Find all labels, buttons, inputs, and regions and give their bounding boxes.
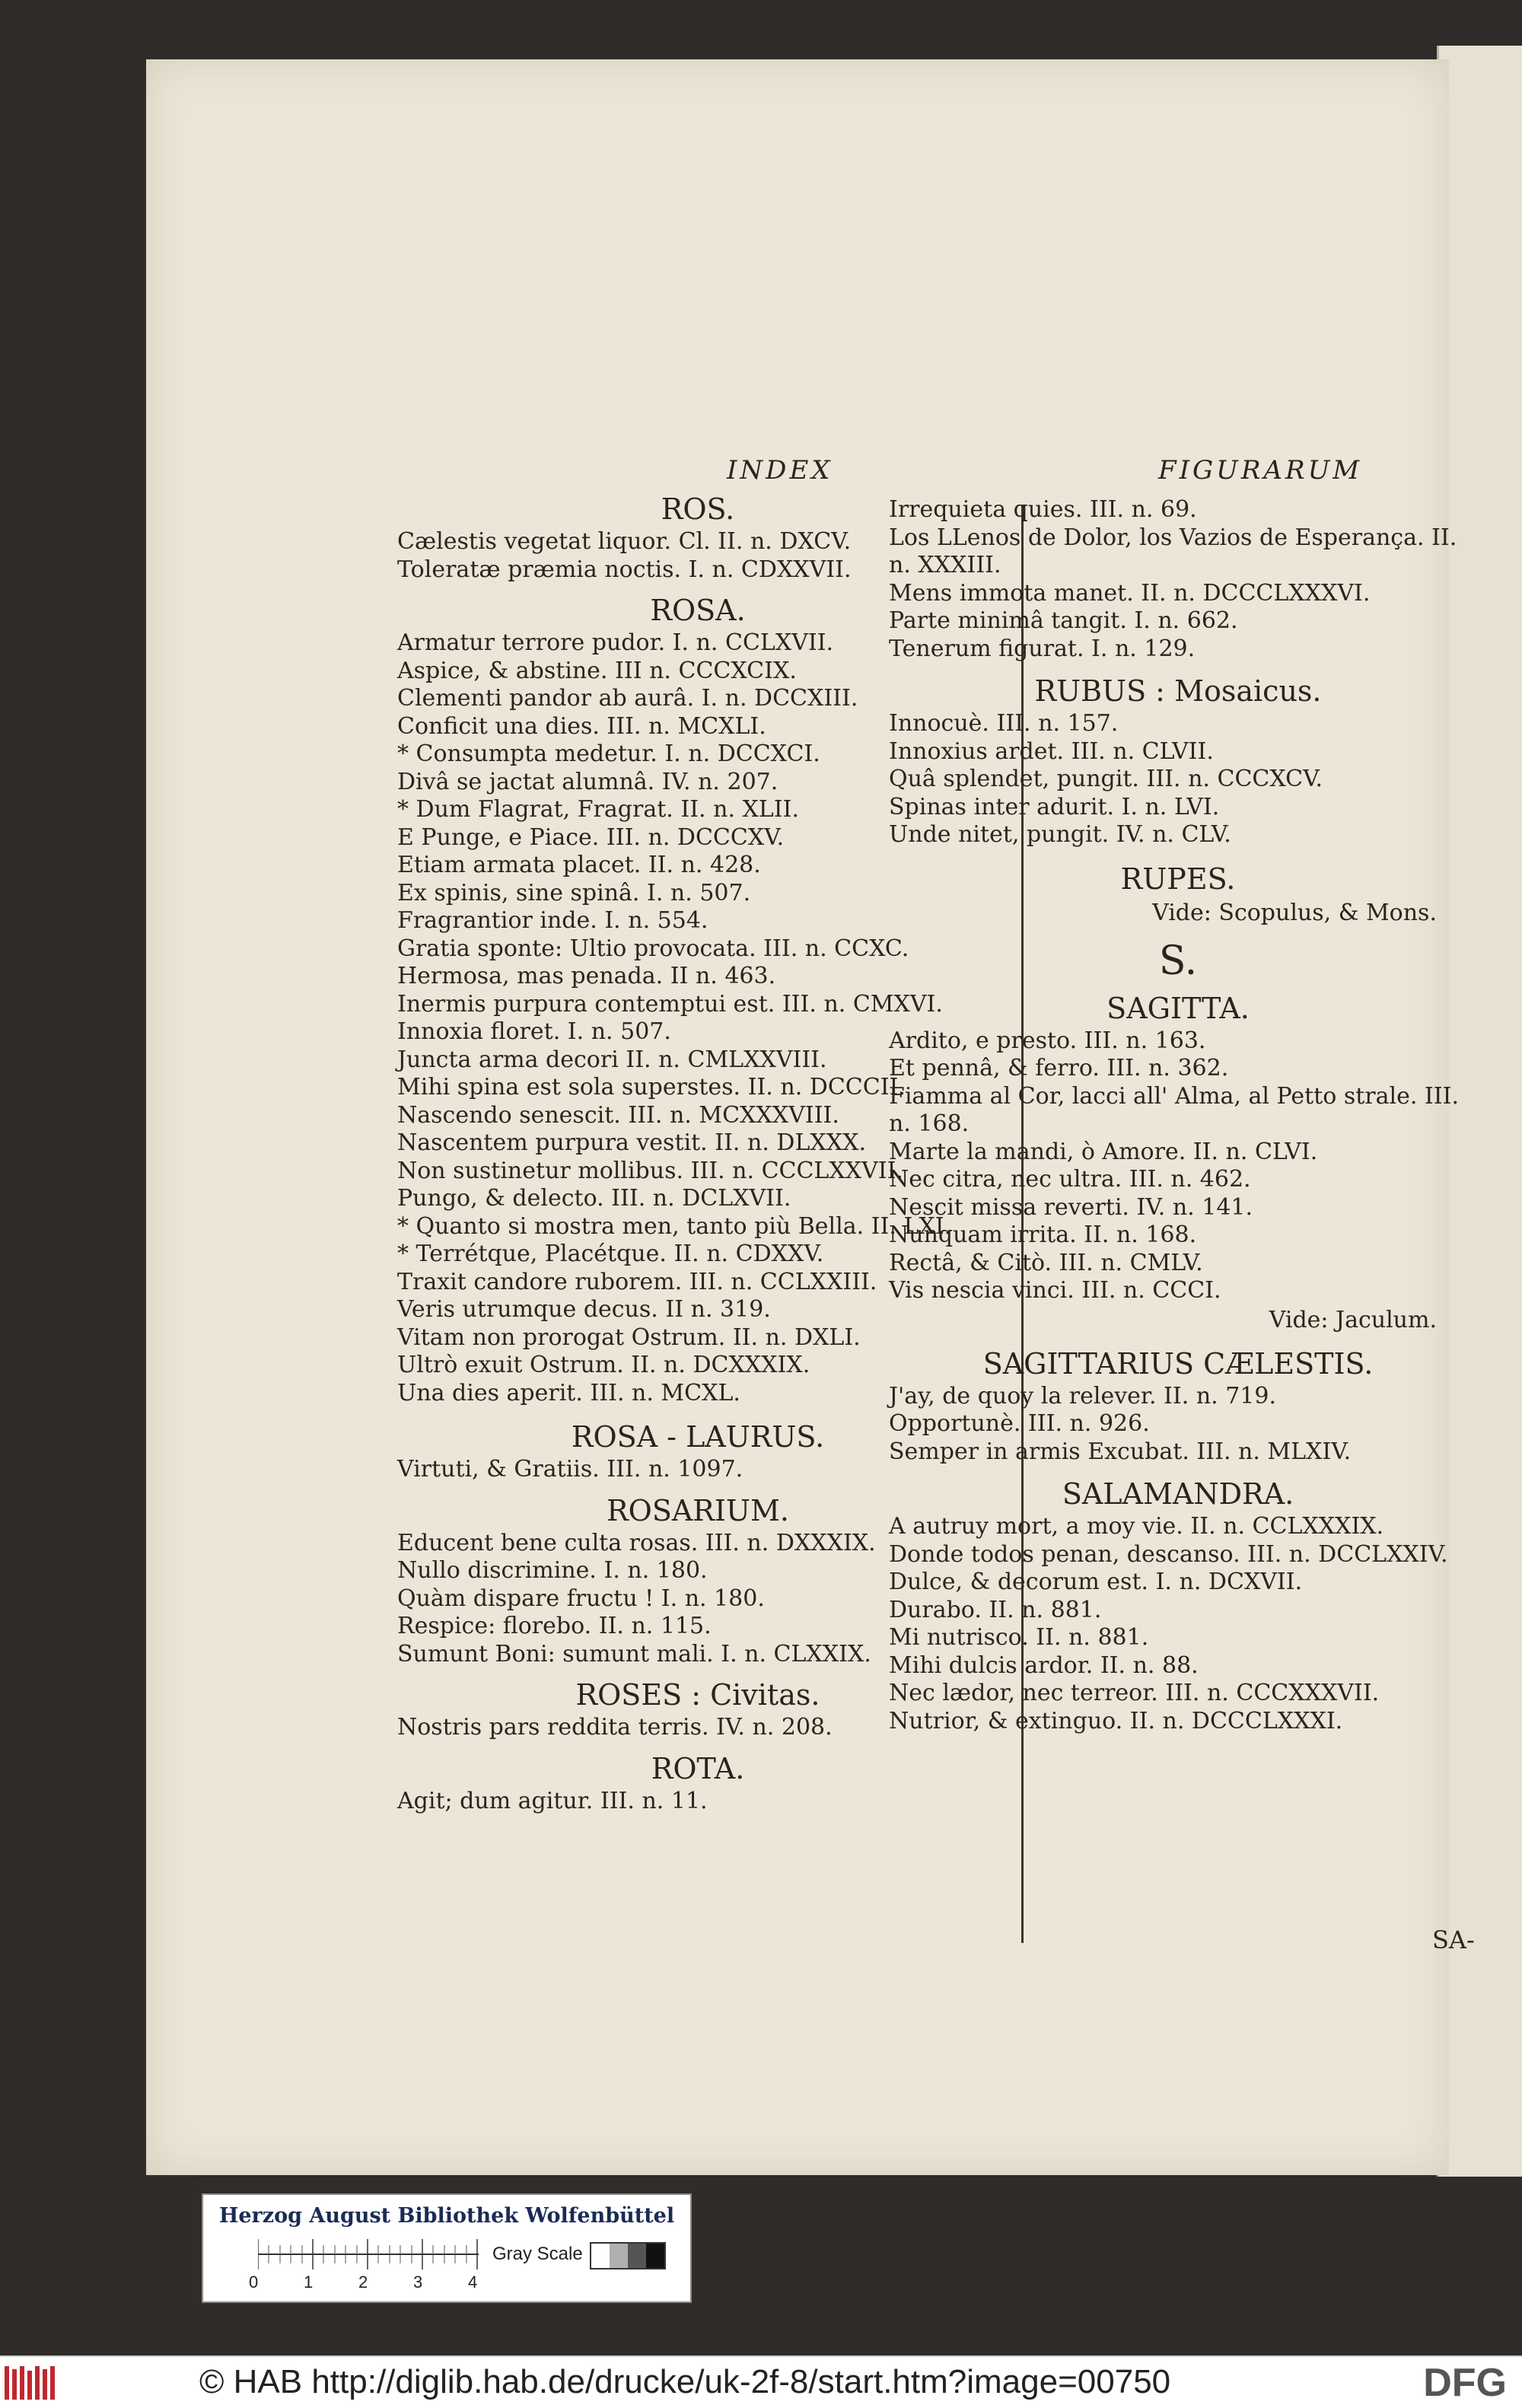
index-entry: Traxit candore ruborem. III. n. CCLXXIII. bbox=[397, 1268, 877, 1295]
index-entry: Irrequieta quies. III. n. 69. bbox=[889, 496, 1197, 523]
index-entry: Ex spinis, sine spinâ. I. n. 507. bbox=[397, 879, 751, 906]
index-entry: Mihi spina est sola superstes. II. n. DCCCII. bbox=[397, 1074, 906, 1100]
index-entry: Innocuè. III. n. 157. bbox=[889, 710, 1119, 737]
ruler-number: 4 bbox=[468, 2273, 478, 2292]
section-heading: SAGITTA. bbox=[1106, 991, 1250, 1025]
index-entry: J'ay, de quoy la relever. II. n. 719. bbox=[889, 1382, 1277, 1409]
index-entry: Mi nutrisco. II. n. 881. bbox=[889, 1624, 1149, 1651]
index-entry: Virtuti, & Gratiis. III. n. 1097. bbox=[397, 1456, 743, 1483]
index-entry: E Punge, e Piace. III. n. DCCCXV. bbox=[397, 823, 785, 851]
index-entry: Rectâ, & Citò. III. n. CMLV. bbox=[889, 1249, 1203, 1276]
index-entry: Respice: florebo. II. n. 115. bbox=[397, 1613, 712, 1639]
index-entry: Nescit missa reverti. IV. n. 141. bbox=[889, 1193, 1253, 1221]
index-entry: Armatur terrore pudor. I. n. CCLXVII. bbox=[397, 629, 834, 656]
index-section bbox=[889, 860, 1467, 928]
right-column bbox=[889, 496, 1467, 1740]
index-section bbox=[889, 989, 1467, 1336]
index-entry: * Consumpta medetur. I. n. DCCXCI. bbox=[397, 741, 820, 767]
index-entry: Marte la mandi, ò Amore. II. n. CLVI. bbox=[889, 1138, 1318, 1165]
index-entry: Fiamma al Cor, lacci all' Alma, al Petto strale. III. n. 168. bbox=[889, 1082, 1460, 1137]
index-entry: Durabo. II. n. 881. bbox=[889, 1596, 1102, 1623]
gray-scale-swatch bbox=[590, 2242, 666, 2269]
ruler-number: 0 bbox=[249, 2273, 259, 2292]
index-entry: Veris utrumque decus. II n. 319. bbox=[397, 1296, 771, 1323]
section-heading: ROSA. bbox=[650, 594, 746, 627]
index-entry: Juncta arma decori II. n. CMLXXVIII. bbox=[397, 1046, 827, 1073]
index-entry: Cælestis vegetat liquor. Cl. II. n. DXCV. bbox=[397, 528, 852, 555]
index-section bbox=[397, 1750, 998, 1816]
index-entry: Nec lædor, nec terreor. III. n. CCCXXXVII. bbox=[889, 1680, 1380, 1706]
dfg-logo: DFG bbox=[1423, 2361, 1507, 2405]
index-entry: Parte minimâ tangit. I. n. 662. bbox=[889, 607, 1238, 634]
index-section bbox=[889, 1475, 1467, 1735]
index-entry: Quàm dispare fructu ! I. n. 180. bbox=[397, 1585, 765, 1612]
index-entry: Vis nescia vinci. III. n. CCCI. bbox=[889, 1277, 1221, 1304]
index-entry: Innoxia floret. I. n. 507. bbox=[397, 1018, 671, 1045]
section-heading: ROS. bbox=[661, 492, 735, 526]
index-entry: * Dum Flagrat, Fragrat. II. n. XLII. bbox=[397, 796, 800, 823]
index-entry: Pungo, & delecto. III. n. DCLXVII. bbox=[397, 1185, 791, 1212]
index-entry: Donde todos penan, descanso. III. n. DCCLXXIV. bbox=[889, 1540, 1448, 1568]
index-entry: Nutrior, & extinguo. II. n. DCCCLXXXI. bbox=[889, 1707, 1343, 1734]
index-entry: Nunquam irrita. II. n. 168. bbox=[889, 1222, 1197, 1248]
index-entry: * Terrétque, Placétque. II. n. CDXXV. bbox=[397, 1241, 824, 1267]
gray-scale-label: Gray Scale bbox=[492, 2244, 583, 2264]
index-entry: Spinas inter adurit. I. n. LVI. bbox=[889, 793, 1220, 820]
ruler-icon bbox=[258, 2239, 479, 2269]
index-section bbox=[889, 1345, 1467, 1467]
section-heading: SALAMANDRA. bbox=[1062, 1477, 1294, 1511]
index-entry: Aspice, & abstine. III n. CCCXCIX. bbox=[397, 657, 797, 684]
index-entry: Hermosa, mas penada. II n. 463. bbox=[397, 963, 776, 989]
index-entry: Educent bene culta rosas. III. n. DXXXIX. bbox=[397, 1529, 876, 1556]
index-entry: Vitam non prorogat Ostrum. II. n. DXLI. bbox=[397, 1323, 861, 1351]
index-entry: * Quanto si mostra men, tanto più Bella. II. LXI. bbox=[397, 1212, 952, 1240]
index-entry: Fragrantior inde. I. n. 554. bbox=[397, 907, 708, 934]
ruler-number: 3 bbox=[413, 2273, 423, 2292]
section-heading: SAGITTARIUS CÆLESTIS. bbox=[982, 1346, 1374, 1381]
footer-bar bbox=[0, 2355, 1522, 2408]
index-entry: Quâ splendet, pungit. III. n. CCCXCV. bbox=[889, 766, 1323, 792]
book-page bbox=[146, 59, 1475, 2175]
running-head-right: FIGURARUM bbox=[1158, 455, 1363, 486]
index-entry: Nec citra, nec ultra. III. n. 462. bbox=[889, 1166, 1251, 1193]
index-entry: Nostris pars reddita terris. IV. n. 208. bbox=[397, 1714, 833, 1741]
index-entry: Semper in armis Excubat. III. n. MLXIV. bbox=[889, 1438, 1352, 1465]
index-entry: Una dies aperit. III. n. MCXL. bbox=[397, 1379, 740, 1406]
index-entry: Inermis purpura contemptui est. III. n. CMXVI. bbox=[397, 990, 943, 1018]
index-entry: Toleratæ præmia noctis. I. n. CDXXVII. bbox=[397, 556, 852, 583]
hab-logo-icon bbox=[3, 2362, 62, 2404]
index-entry: Los LLenos de Dolor, los Vazios de Esperança. II. n. XXXIII. bbox=[889, 524, 1457, 578]
index-entry: Agit; dum agitur. III. n. 11. bbox=[397, 1787, 708, 1814]
catchword: SA- bbox=[1432, 1925, 1475, 1954]
ruler-number: 2 bbox=[358, 2273, 368, 2292]
index-entry: Mihi dulcis ardor. II. n. 88. bbox=[889, 1652, 1199, 1679]
section-heading: ROSA - LAURUS. bbox=[571, 1420, 825, 1454]
index-entry: Tenerum figurat. I. n. 129. bbox=[889, 635, 1196, 662]
index-entry: Et pennâ, & ferro. III. n. 362. bbox=[889, 1055, 1229, 1081]
index-entry: Nullo discrimine. I. n. 180. bbox=[397, 1557, 708, 1584]
index-entry: Ultrò exuit Ostrum. II. n. DCXXXIX. bbox=[397, 1352, 810, 1378]
running-head-left: INDEX bbox=[727, 455, 833, 486]
index-entry: Clementi pandor ab aurâ. I. n. DCCXIII. bbox=[397, 685, 858, 712]
index-entry: Unde nitet, pungit. IV. n. CLV. bbox=[889, 821, 1231, 848]
index-entry: A autruy mort, a moy vie. II. n. CCLXXXIX. bbox=[889, 1513, 1384, 1540]
letter-heading: S. bbox=[1158, 938, 1198, 984]
ruler-number: 1 bbox=[304, 2273, 314, 2292]
index-entry: Opportunè. III. n. 926. bbox=[889, 1410, 1150, 1437]
index-section bbox=[889, 672, 1467, 849]
see-also-reference: Vide: Scopulus, & Mons. bbox=[1152, 899, 1437, 926]
footer-citation-link[interactable]: © HAB http://diglib.hab.de/drucke/uk-2f-8/start.htm?image=00750 bbox=[199, 2363, 1171, 2400]
index-entry: Dulce, & decorum est. I. n. DCXVII. bbox=[889, 1569, 1303, 1595]
index-entry: Etiam armata placet. II. n. 428. bbox=[397, 852, 761, 878]
index-entry: Conficit una dies. III. n. MCXLI. bbox=[397, 712, 766, 740]
color-scale-card bbox=[202, 2193, 692, 2303]
section-heading: RUPES. bbox=[1120, 862, 1236, 896]
section-heading: RUBUS : Mosaicus. bbox=[1034, 674, 1322, 708]
index-entry: Mens immota manet. II. n. DCCCLXXXVI. bbox=[889, 579, 1371, 607]
index-entry: Non sustinetur mollibus. III. n. CCCLXXVII. bbox=[397, 1157, 903, 1184]
section-heading: ROTA. bbox=[651, 1751, 745, 1785]
section-heading: ROSARIUM. bbox=[607, 1493, 789, 1527]
see-also-reference: Vide: Jaculum. bbox=[1269, 1306, 1437, 1333]
index-entry: Divâ se jactat alumnâ. IV. n. 207. bbox=[397, 768, 779, 795]
index-entry: Nascentem purpura vestit. II. n. DLXXX. bbox=[397, 1129, 866, 1156]
section-heading: ROSES : Civitas. bbox=[575, 1678, 820, 1712]
index-entry: Nascendo senescit. III. n. MCXXXVIII. bbox=[397, 1101, 839, 1129]
index-entry: Innoxius ardet. III. n. CLVII. bbox=[889, 737, 1214, 765]
index-entry: Sumunt Boni: sumunt mali. I. n. CLXXIX. bbox=[397, 1640, 871, 1667]
index-entry: Ardito, e presto. III. n. 163. bbox=[889, 1027, 1206, 1054]
library-name: Herzog August Bibliothek Wolfenbüttel bbox=[218, 2204, 675, 2228]
index-entry: Gratia sponte: Ultio provocata. III. n. CCXC. bbox=[397, 935, 909, 962]
